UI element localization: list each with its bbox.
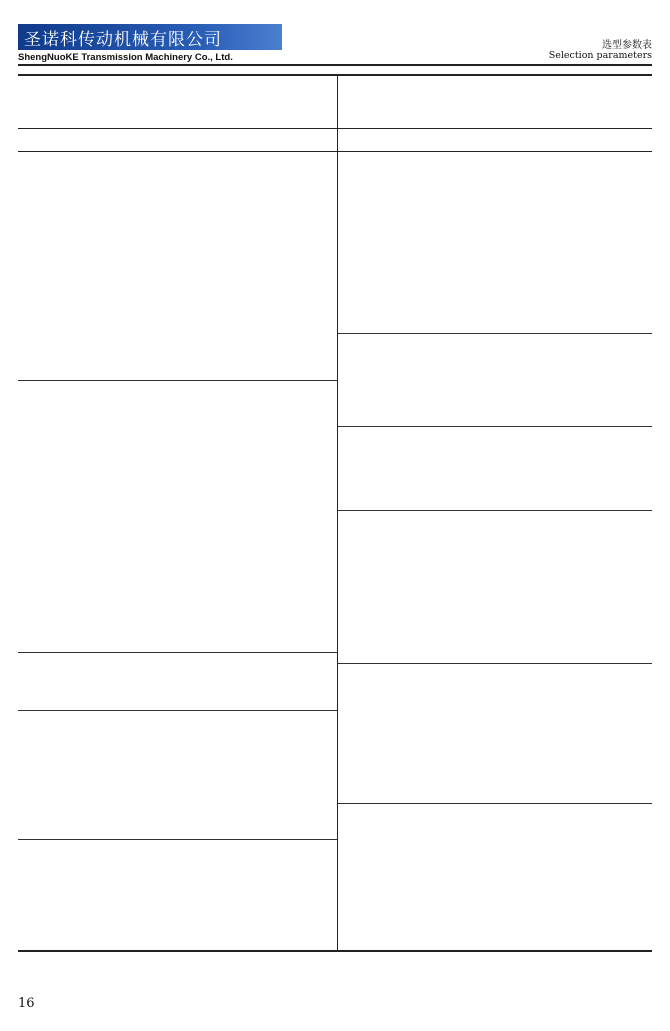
group-separator	[18, 839, 337, 840]
header-rule	[18, 64, 652, 66]
table-divider	[337, 74, 338, 950]
group-separator	[338, 426, 652, 427]
group-separator	[338, 663, 652, 664]
group-separator	[18, 710, 337, 711]
header-separator	[18, 151, 652, 152]
group-separator	[338, 333, 652, 334]
selection-table	[18, 74, 652, 952]
page-number: 16	[18, 996, 35, 1011]
header-separator	[18, 128, 652, 129]
group-separator	[18, 652, 337, 653]
company-name-en: ShengNuoKE Transmission Machinery Co., Ltd.	[18, 52, 233, 63]
group-separator	[18, 380, 337, 381]
company-name-cn: 圣诺科传动机械有限公司	[24, 30, 222, 49]
section-title-cn: 选型参数表	[602, 40, 652, 51]
group-separator	[338, 803, 652, 804]
section-title-en: Selection parameters	[548, 50, 652, 61]
group-separator	[338, 510, 652, 511]
